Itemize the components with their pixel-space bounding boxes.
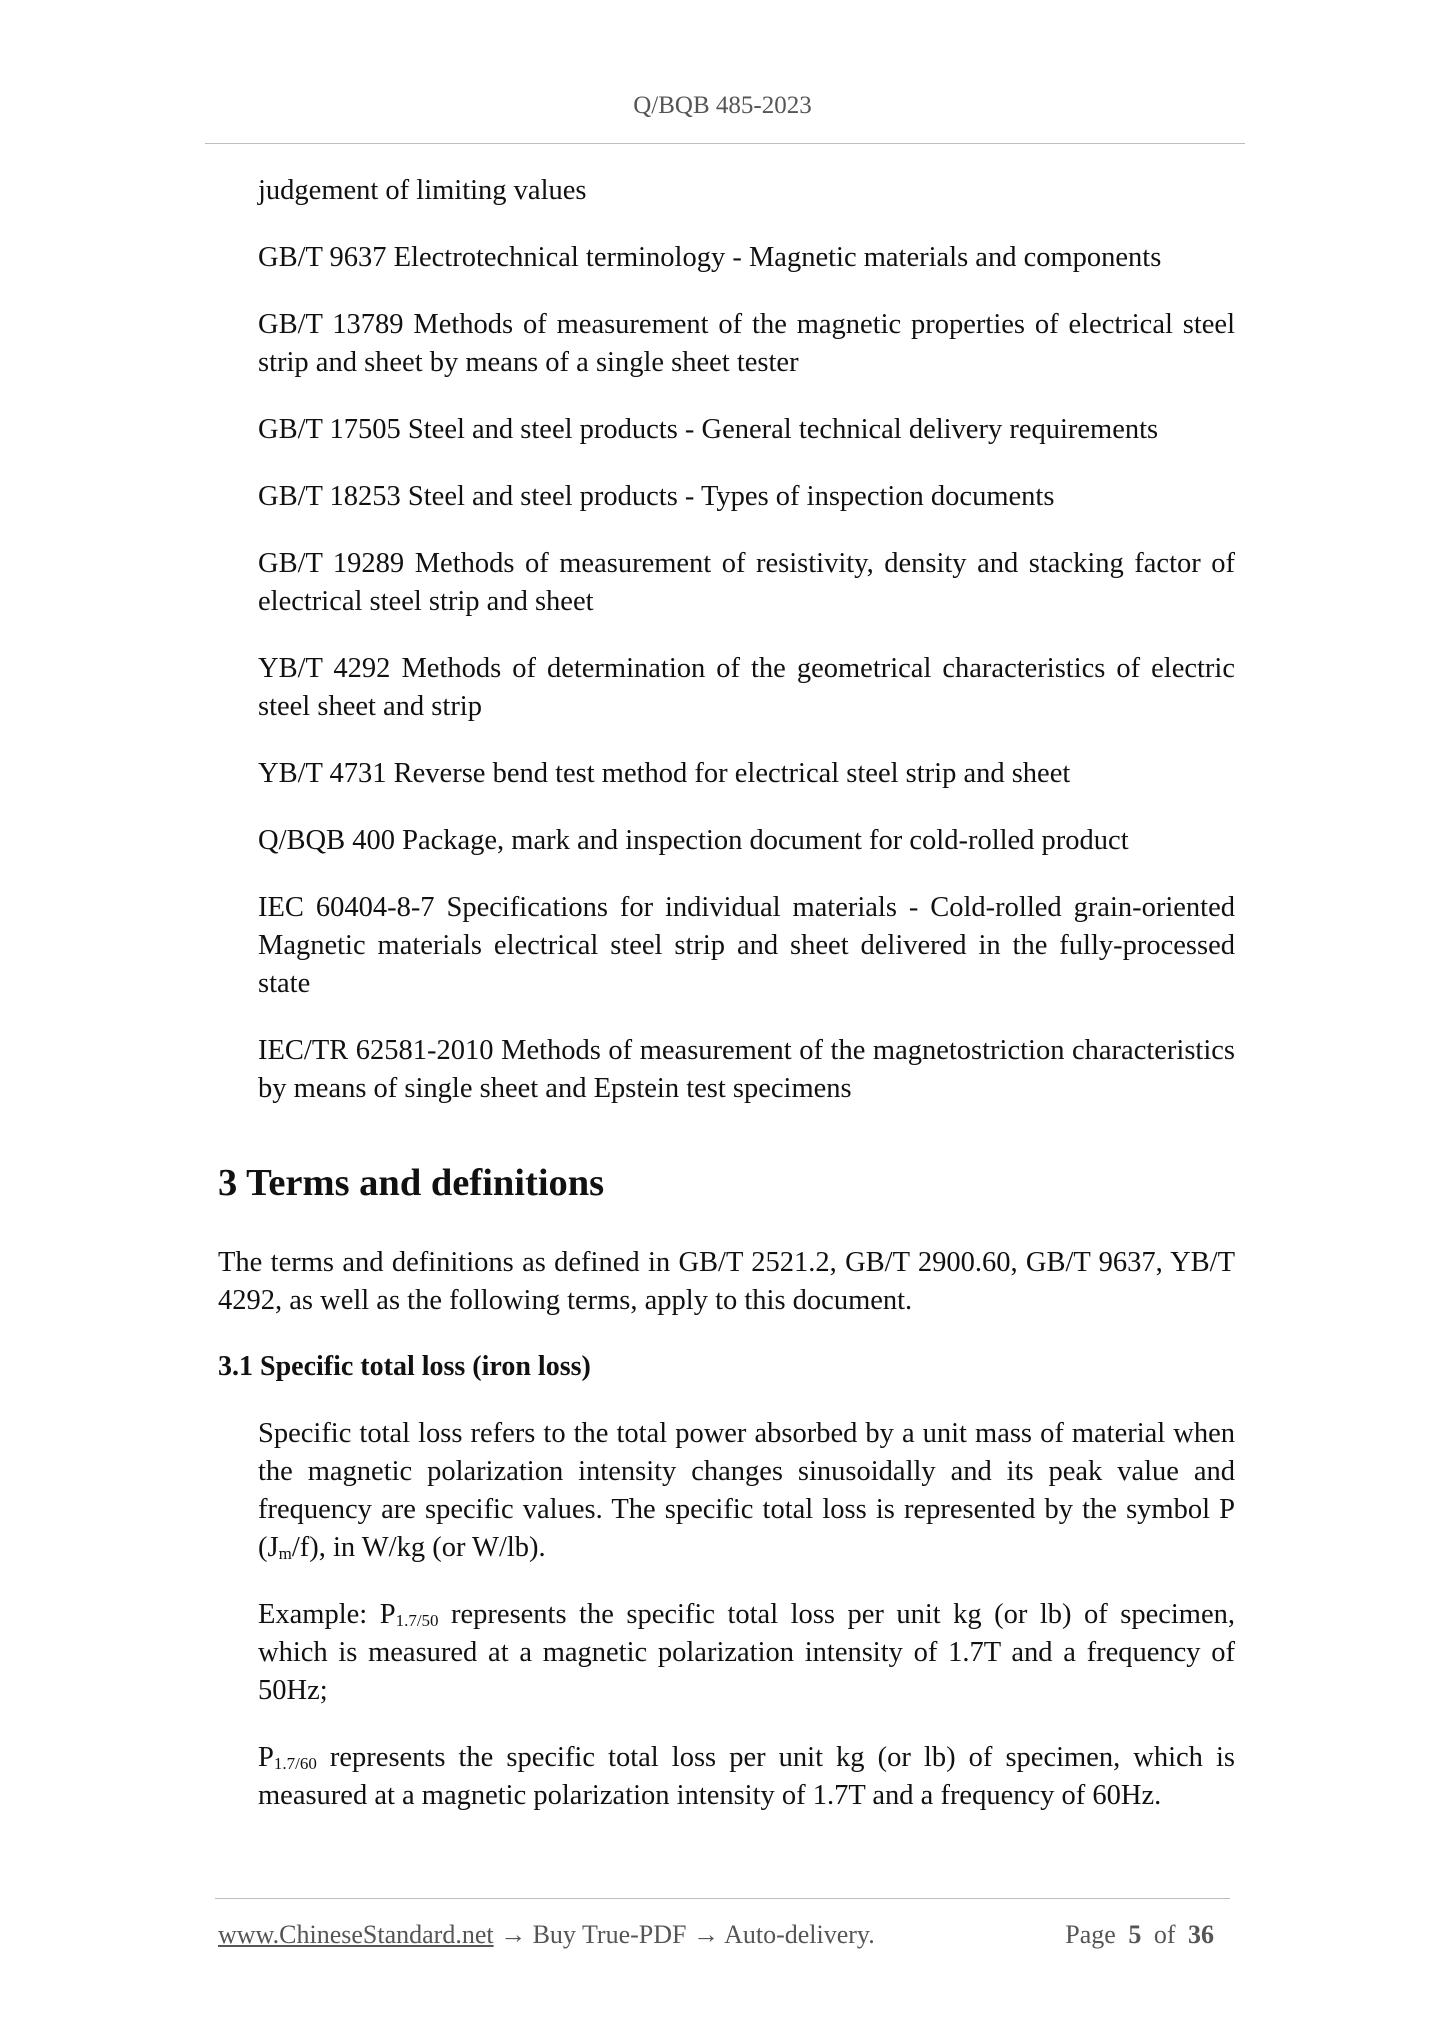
of-label: of	[1153, 1920, 1176, 1949]
reference-item: IEC 60404-8-7 Specifications for individual materials - Cold-rolled grain-oriented Magnetic materials electrical steel strip and sheet delivered in the fully-processed state	[258, 892, 1235, 999]
reference-item: Q/BQB 400 Package, mark and inspection document for cold-rolled product	[258, 825, 1129, 856]
arrow-icon: →	[500, 1920, 527, 1949]
example-paragraph	[258, 1596, 1235, 1710]
site-link[interactable]: www.ChineseStandard.net	[218, 1920, 494, 1949]
section-title: 3 Terms and definitions	[218, 1162, 605, 1204]
subscript: 1.7/60	[273, 1754, 317, 1773]
footer-left	[218, 1920, 875, 1949]
reference-item: GB/T 13789 Methods of measurement of the magnetic properties of electrical steel strip and sheet by means of a single sheet tester	[258, 309, 1235, 378]
subsection-title: 3.1 Specific total loss (iron loss)	[218, 1351, 591, 1382]
example-prefix: P	[258, 1742, 274, 1773]
current-page: 5	[1128, 1920, 1142, 1949]
normative-references-list	[258, 172, 1235, 1137]
section-terms-definitions	[218, 1159, 1235, 1844]
reference-item: GB/T 18253 Steel and steel products - Types of inspection documents	[258, 481, 1055, 512]
document-id-header: Q/BQB 485-2023	[633, 92, 812, 119]
definition-paragraph	[258, 1415, 1235, 1567]
definition-body	[258, 1415, 1235, 1815]
reference-item: GB/T 19289 Methods of measurement of resistivity, density and stacking factor of electrical steel strip and sheet	[258, 548, 1235, 617]
footer-divider	[215, 1898, 1230, 1899]
example-text: represents the specific total loss per unit kg (or lb) of specimen, which is measured at a magnetic polarization intensity of 1.7T and a frequency of 50Hz;	[258, 1599, 1235, 1706]
reference-item: IEC/TR 62581-2010 Methods of measurement of the magnetostriction characteristics by means of single sheet and Epstein test specimens	[258, 1035, 1235, 1104]
definition-text: /f), in W/kg (or W/lb).	[291, 1532, 546, 1563]
example-paragraph	[258, 1739, 1235, 1815]
reference-item: YB/T 4292 Methods of determination of the geometrical characteristics of electric steel sheet and strip	[258, 653, 1235, 722]
page-number	[1065, 1920, 1220, 1950]
header-divider	[205, 143, 1245, 144]
reference-item: judgement of limiting values	[258, 175, 587, 206]
arrow-icon: →	[693, 1920, 719, 1949]
page-label: Page	[1065, 1920, 1116, 1949]
reference-item: GB/T 9637 Electrotechnical terminology - Magnetic materials and components	[258, 242, 1162, 273]
page-footer	[218, 1920, 1230, 1950]
section-intro: The terms and definitions as defined in GB/T 2521.2, GB/T 2900.60, GB/T 9637, YB/T 4292, as well as the following terms, apply to this document.	[218, 1247, 1235, 1316]
subscript: 1.7/50	[395, 1611, 439, 1630]
example-text: represents the specific total loss per unit kg (or lb) of specimen, which is measured at a magnetic polarization intensity of 1.7T and a frequency of 60Hz.	[258, 1742, 1235, 1811]
definition-text: Specific total loss refers to the total power absorbed by a unit mass of material when the magnetic polarization intensity changes sinusoidally and its peak value and frequency are specific values. The specific total loss is represented by the symbol P (J	[258, 1418, 1235, 1563]
total-pages: 36	[1188, 1920, 1214, 1949]
example-prefix: Example: P	[258, 1599, 396, 1630]
reference-item: YB/T 4731 Reverse bend test method for electrical steel strip and sheet	[258, 758, 1071, 789]
subscript: m	[278, 1544, 292, 1563]
reference-item: GB/T 17505 Steel and steel products - General technical delivery requirements	[258, 414, 1159, 445]
delivery-text: Auto-delivery.	[724, 1920, 875, 1949]
buy-text: Buy True-PDF	[532, 1920, 687, 1949]
